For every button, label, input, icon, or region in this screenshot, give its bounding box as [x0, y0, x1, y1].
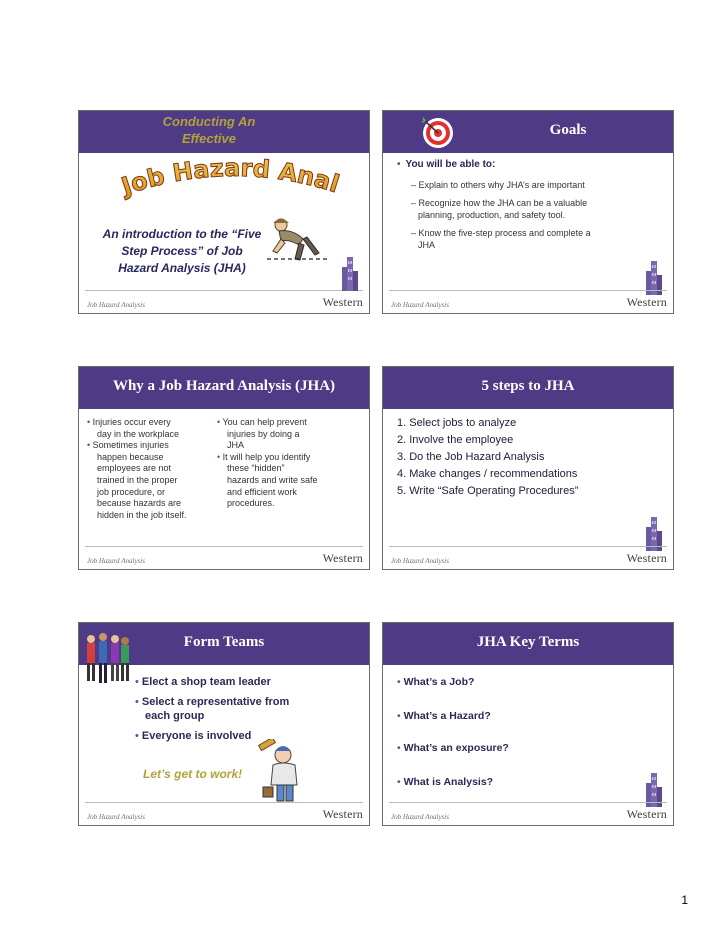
target-icon	[421, 116, 455, 150]
slide-1-wordart-title	[119, 155, 349, 201]
slide-1	[78, 110, 370, 314]
team-item-3: • Everyone is involved	[135, 730, 252, 742]
slide-6-footer-label: Job Hazard Analysis	[391, 813, 449, 821]
step-5: 5. Write “Safe Operating Procedures”	[397, 485, 579, 497]
right-line-2: injuries by doing a	[227, 428, 300, 439]
slide-3-footer-line	[85, 546, 363, 547]
slide-2	[382, 110, 674, 314]
left-line-9: hidden in the job itself.	[97, 509, 187, 520]
right-line-6: hazards and write safe	[227, 474, 318, 485]
team-clipart	[81, 631, 131, 687]
key-term-4: • What is Analysis?	[397, 776, 494, 788]
slide-5-western-logo: Western	[322, 807, 363, 821]
right-line-7: and efficient work	[227, 486, 297, 497]
left-line-8: because hazards are	[97, 498, 182, 509]
left-line-3: • Sometimes injuries	[87, 440, 169, 451]
key-term-2: • What’s a Hazard?	[397, 710, 491, 722]
slide-2-item-3-cont: JHA	[418, 240, 436, 250]
slide-6-western-logo: Western	[626, 807, 667, 821]
slide-1-intro-line-1: An introduction to the “Five	[102, 227, 262, 241]
right-line-5: these “hidden”	[227, 463, 285, 474]
slide-1-subtitle-line-1: Conducting An	[162, 114, 256, 129]
step-4: 4. Make changes / recommendations	[397, 468, 578, 480]
left-line-7: job procedure, or	[97, 486, 166, 497]
slide-1-footer-line	[85, 290, 363, 291]
tagline: Let’s get to work!	[143, 767, 243, 781]
slide-2-item-3: – Know the five-step process and complete a	[411, 228, 591, 238]
step-3: 3. Do the Job Hazard Analysis	[397, 451, 545, 463]
slide-2-item-2: – Recognize how the JHA can be a valuable	[411, 198, 588, 208]
slide-3	[78, 366, 370, 570]
page-number: 1	[681, 893, 688, 907]
slide-5	[78, 622, 370, 826]
slide-2-title: Goals	[549, 122, 587, 138]
slide-6	[382, 622, 674, 826]
team-item-2: • Select a representative from	[135, 696, 290, 708]
slide-2-western-logo: Western	[626, 295, 667, 309]
left-line-5: employees are not	[97, 463, 172, 474]
carpenter-clipart	[255, 739, 311, 807]
slide-1-intro-line-3: Hazard Analysis (JHA)	[118, 261, 246, 275]
team-item-2-cont: each group	[145, 710, 205, 722]
right-line-4: • It will help you identify	[217, 451, 311, 462]
slide-4-footer-label: Job Hazard Analysis	[391, 557, 449, 565]
left-line-2: day in the workplace	[97, 428, 180, 439]
slide-4-title: 5 steps to JHA	[481, 378, 575, 394]
slide-1-western-logo: Western	[322, 295, 363, 309]
slide-6-footer-line	[389, 802, 667, 803]
slide-2-item-2-cont: planning, production, and safety tool.	[418, 210, 566, 220]
slide-3-footer-label: Job Hazard Analysis	[87, 557, 145, 565]
right-line-1: • You can help prevent	[217, 417, 307, 427]
step-2: 2. Involve the employee	[397, 434, 514, 446]
slide-2-item-1: – Explain to others why JHA’s are important	[411, 180, 585, 190]
slide-2-footer-label: Job Hazard Analysis	[391, 301, 449, 309]
slide-5-footer-label: Job Hazard Analysis	[87, 813, 145, 821]
team-item-1: • Elect a shop team leader	[135, 676, 271, 688]
bullet-dot: •	[397, 159, 401, 170]
slide-4	[382, 366, 674, 570]
slide-3-left-column	[87, 417, 215, 521]
slide-4-footer-line	[389, 546, 667, 547]
slide-5-footer-line	[85, 802, 363, 803]
key-term-3: • What’s an exposure?	[397, 742, 509, 754]
slide-1-subtitle-line-2: Effective	[182, 131, 236, 146]
slide-3-western-logo: Western	[322, 551, 363, 565]
slide-3-title: Why a Job Hazard Analysis (JHA)	[112, 378, 336, 394]
worker-clipart	[259, 215, 329, 265]
slide-5-title: Form Teams	[183, 634, 265, 650]
slide-2-lead: • You will be able to:	[397, 159, 496, 170]
slide-4-western-logo: Western	[626, 551, 667, 565]
slide-6-title: JHA Key Terms	[476, 634, 580, 650]
slide-1-building-icon	[341, 257, 359, 291]
left-line-1: • Injuries occur every	[87, 417, 171, 427]
wordart-text: Job Hazard Anal	[119, 155, 343, 201]
step-1: 1. Select jobs to analyze	[397, 417, 517, 429]
right-line-3: JHA	[227, 440, 245, 451]
slide-3-right-column	[217, 417, 347, 510]
slide-1-intro-line-2: Step Process” of Job	[121, 244, 243, 258]
key-term-1: • What’s a Job?	[397, 676, 475, 688]
left-line-6: trained in the proper	[97, 474, 178, 485]
slide-1-footer-label: Job Hazard Analysis	[87, 301, 145, 309]
slide-2-footer-line	[389, 290, 667, 291]
right-line-8: procedures.	[227, 498, 275, 509]
left-line-4: happen because	[97, 451, 164, 462]
